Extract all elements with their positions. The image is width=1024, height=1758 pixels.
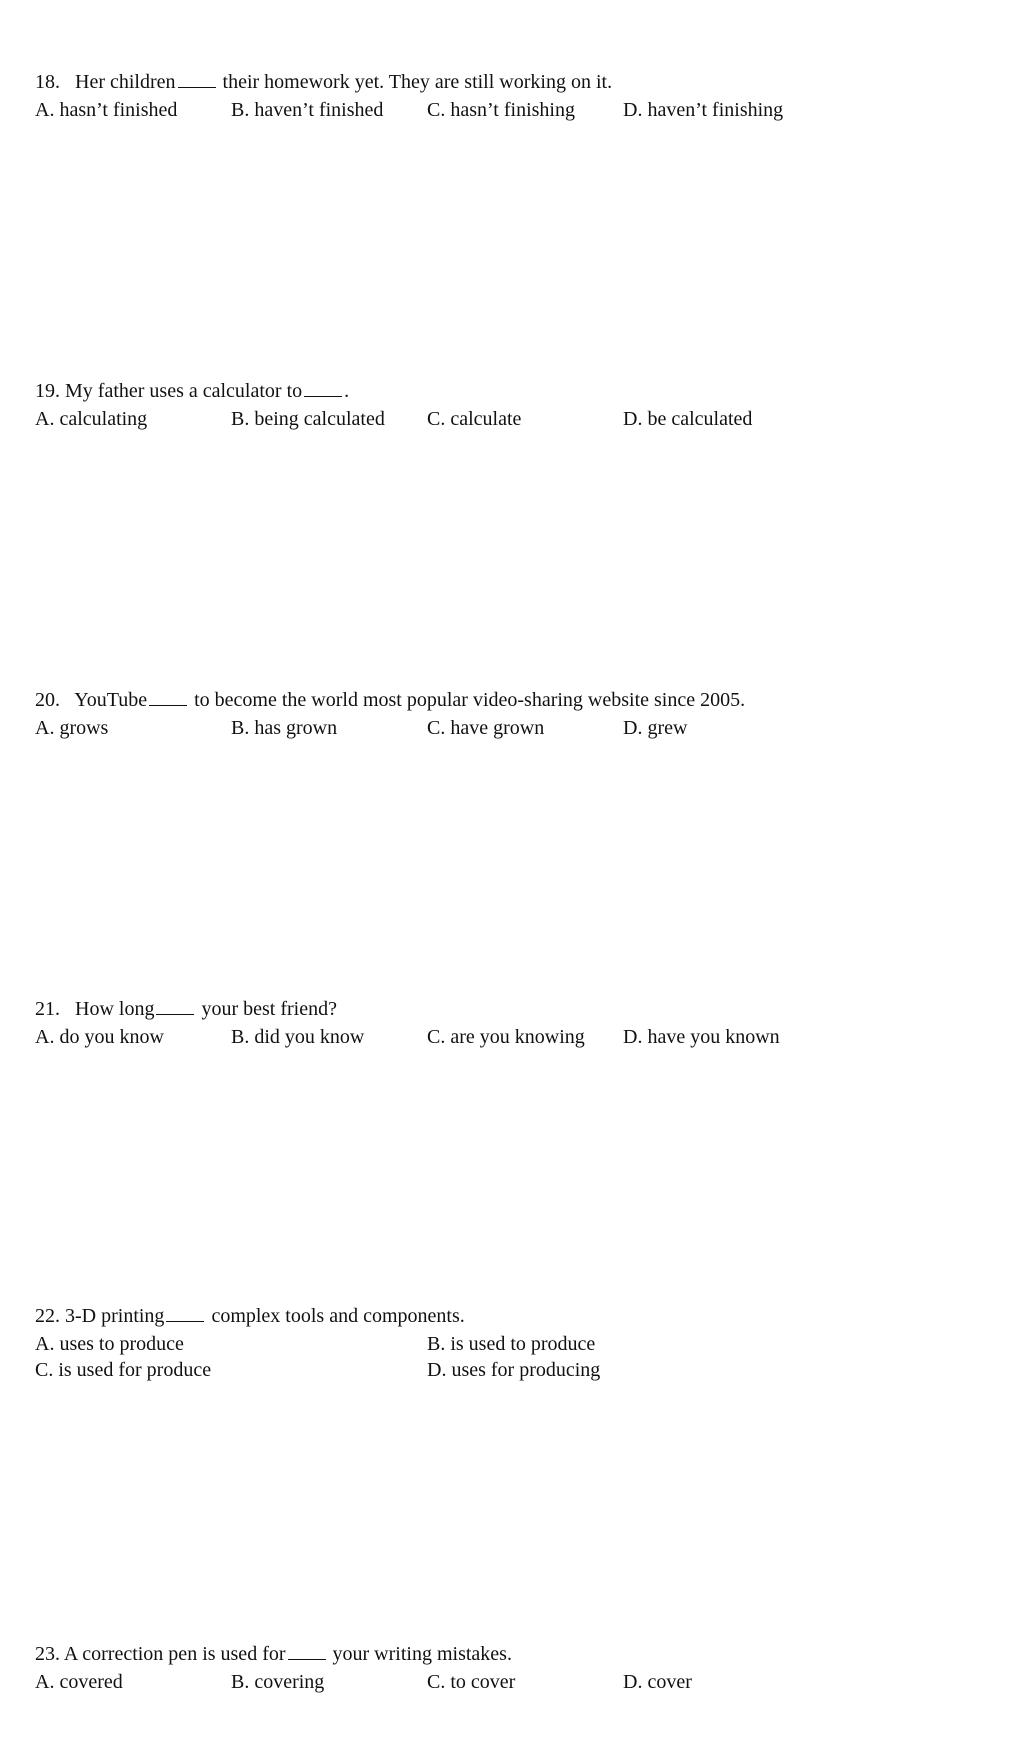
option-b[interactable]: B. haven’t finished	[231, 99, 384, 121]
question-22	[35, 1302, 995, 1386]
option-a[interactable]: A. covered	[35, 1671, 123, 1693]
stem-text-before: A correction pen is used for	[63, 1643, 286, 1665]
stem-text-after: your writing mistakes.	[332, 1643, 512, 1665]
question-number: 23.	[35, 1643, 60, 1665]
option-b[interactable]: B. did you know	[231, 1026, 365, 1048]
answer-blank	[178, 73, 216, 88]
answer-options	[35, 405, 995, 433]
option-b[interactable]: B. has grown	[231, 717, 338, 739]
question-stem	[35, 377, 995, 405]
question-number: 19.	[35, 380, 60, 402]
question-stem	[35, 1640, 995, 1668]
option-b[interactable]: B. is used to produce	[427, 1333, 596, 1355]
stem-text-before: How long	[75, 998, 155, 1020]
stem-text-after: .	[344, 380, 350, 402]
option-d[interactable]: D. uses for producing	[427, 1359, 601, 1381]
stem-text-before: YouTube	[74, 689, 148, 711]
answer-blank	[156, 1000, 194, 1015]
stem-text-before: 3-D printing	[65, 1305, 165, 1327]
question-18	[35, 68, 995, 124]
answer-blank	[288, 1645, 326, 1660]
option-b[interactable]: B. covering	[231, 1671, 325, 1693]
question-number: 18.	[35, 71, 60, 93]
answer-options	[35, 1668, 995, 1696]
option-c[interactable]: C. is used for produce	[35, 1359, 212, 1381]
answer-options	[35, 1023, 995, 1051]
stem-text-after: your best friend?	[201, 998, 337, 1020]
question-number: 22.	[35, 1305, 60, 1327]
question-23	[35, 1640, 995, 1696]
option-d[interactable]: D. have you known	[623, 1026, 780, 1048]
option-c[interactable]: C. to cover	[427, 1671, 516, 1693]
stem-text-before: Her children	[75, 71, 176, 93]
option-d[interactable]: D. cover	[623, 1671, 692, 1693]
option-c[interactable]: C. calculate	[427, 408, 522, 430]
option-a[interactable]: A. grows	[35, 717, 109, 739]
answer-blank	[304, 382, 342, 397]
question-21	[35, 995, 995, 1051]
question-stem	[35, 68, 995, 96]
option-d[interactable]: D. be calculated	[623, 408, 753, 430]
stem-text-before: My father uses a calculator to	[65, 380, 303, 402]
option-a[interactable]: A. do you know	[35, 1026, 164, 1048]
question-stem	[35, 1302, 995, 1330]
answer-blank	[166, 1307, 204, 1322]
question-stem	[35, 686, 995, 714]
stem-text-after: their homework yet. They are still working on it.	[222, 71, 613, 93]
option-c[interactable]: C. have grown	[427, 717, 545, 739]
answer-blank	[149, 691, 187, 706]
stem-text-after: to become the world most popular video-sharing website since 2005.	[194, 689, 746, 711]
stem-text-after: complex tools and components.	[211, 1305, 465, 1327]
option-d[interactable]: D. grew	[623, 717, 688, 739]
option-c[interactable]: C. hasn’t finishing	[427, 99, 575, 121]
option-a[interactable]: A. hasn’t finished	[35, 99, 178, 121]
option-b[interactable]: B. being calculated	[231, 408, 385, 430]
question-stem	[35, 995, 995, 1023]
question-20	[35, 686, 995, 742]
question-19	[35, 377, 995, 433]
question-number: 20.	[35, 689, 60, 711]
answer-options	[35, 1330, 995, 1386]
option-d[interactable]: D. haven’t finishing	[623, 99, 784, 121]
option-a[interactable]: A. calculating	[35, 408, 148, 430]
option-a[interactable]: A. uses to produce	[35, 1333, 184, 1355]
answer-options	[35, 714, 995, 742]
answer-options	[35, 96, 995, 124]
option-c[interactable]: C. are you knowing	[427, 1026, 585, 1048]
question-number: 21.	[35, 998, 60, 1020]
